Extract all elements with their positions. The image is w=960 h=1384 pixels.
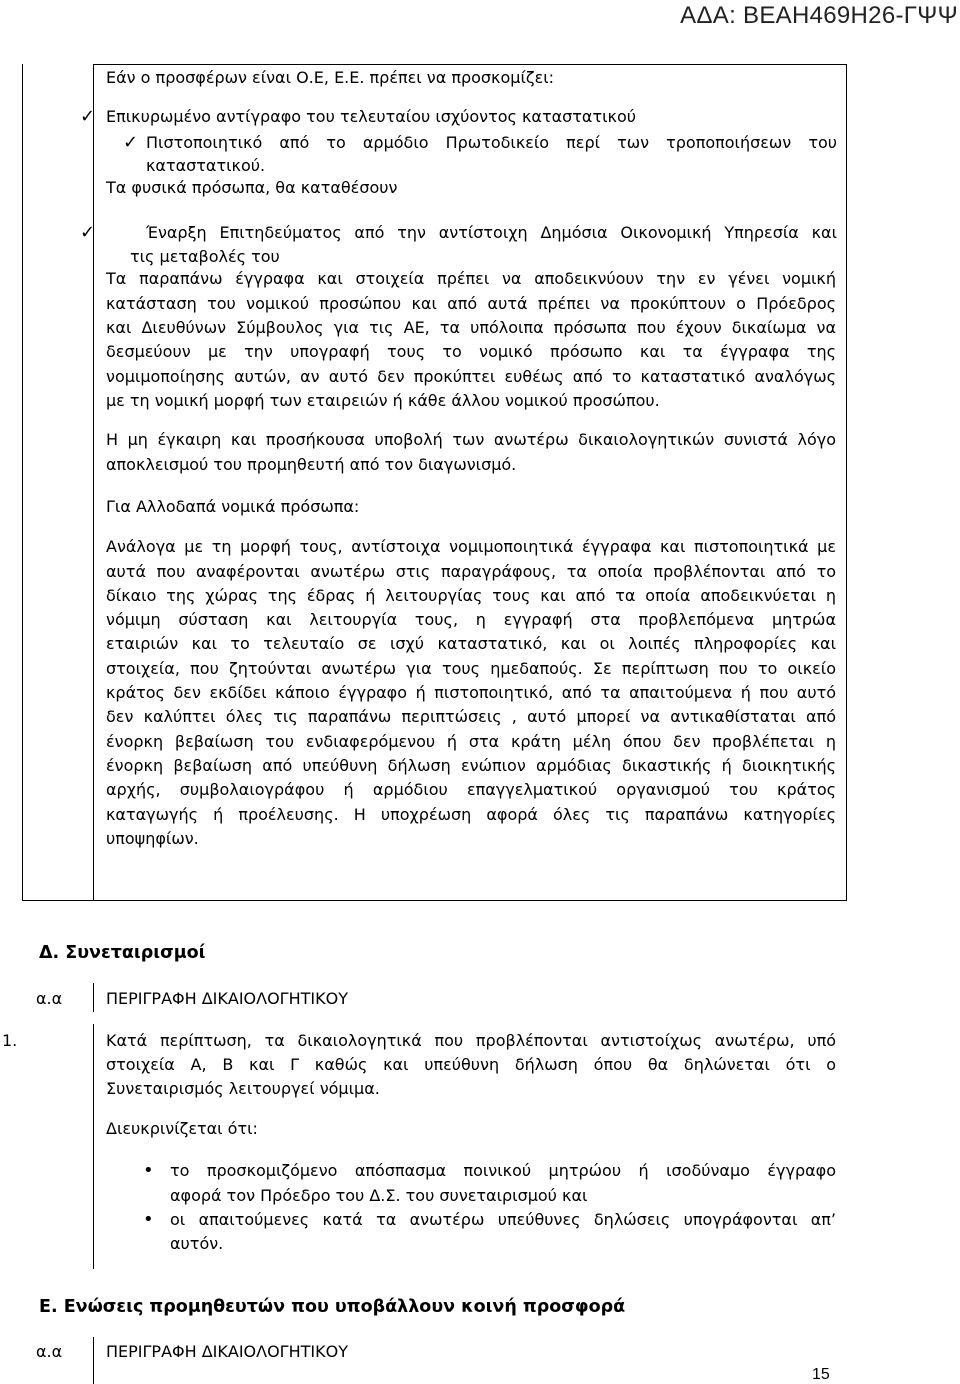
para1-line: δεσμεύουν με την υπογραφή τους το νομικό πρόσωπο και τα έγγραφα της [106,342,836,361]
box-bottom-border [22,900,847,901]
item-business-start-l1: Έναρξη Επιτηδεύματος από την αντίστοιχη Δημόσια Οικονομική Υπηρεσία και [146,223,837,242]
item-court-certificate-l2: καταστατικού. [146,156,266,175]
table-d-row-number: 1. [2,1031,18,1050]
table-e-col-desc: ΠΕΡΙΓΡΑΦΗ ΔΙΚΑΙΟΛΟΓΗΤΙΚΟΥ [106,1342,348,1361]
item-business-start-l2: τις μεταβολές του [130,247,280,266]
para3-line: ένορκη βεβαίωση από υπεύθυνη δήλωση ενώπιον αρμόδιας δικαστικής ή διοικητικής [106,756,836,775]
box-top-border [93,64,847,65]
section-d-title: Δ. Συνεταιρισμοί [39,943,206,963]
para3-line: κράτος δεν εκδίδει κάποιο έγγραφο ή πιστοποιητικό, από τα απαιτούμενα ή που αυτό [106,683,836,702]
para1-line: νομιμοποίησης αυτών, αν αυτό δεν προκύπτει ευθέως από το καταστατικό αναλόγως [106,367,836,386]
para3-line: δίκαιο της χώρας της έδρας ή λειτουργίας τους και από τα οποία αποδεικνύεται η [106,586,836,605]
check-icon: ✓ [80,106,96,127]
table-d-para-line: Συνεταιρισμός λειτουργεί νόμιμα. [106,1079,380,1098]
check-icon: ✓ [123,132,139,153]
bullet-icon: • [143,1160,154,1181]
bullet1-line: αφορά τον Πρόεδρο του Δ.Σ. του συνεταιρισμού και [170,1186,588,1205]
check-icon: ✓ [80,222,96,243]
table-d-para-line: Κατά περίπτωση, τα δικαιολογητικά που προβλέπονται αντιστοίχως ανωτέρω, υπό [106,1031,836,1050]
table-d-para-line: στοιχεία Α, Β και Γ καθώς και υπεύθυνη δήλωση όπου θα δηλώνεται ότι ο [106,1055,836,1074]
clarify-heading: Διευκρινίζεται ότι: [106,1119,258,1138]
bullet2-line: αυτόν. [170,1234,224,1253]
para3-line: αυτά που αναφέρονται ανωτέρω στις παραγράφους, τα οποία προβλέπονται από το [106,562,836,581]
box-divider [93,64,94,901]
para3-line: Ανάλογα με τη μορφή τους, αντίστοιχα νομιμοποιητικά έγγραφα και πιστοποιητικά με [106,537,836,556]
bullet2-line: οι απαιτούμενες κατά τα ανωτέρω υπεύθυνες δηλώσεις υπογράφονται απ’ [170,1210,836,1229]
table-e-col-aa: α.α [36,1342,63,1361]
para1-line: και Διευθύνων Σύμβουλος για τις ΑΕ, τα υπόλοιπα πρόσωπα που έχουν δικαίωμα να [106,318,836,337]
para3-line: καταγωγής ή προέλευσης. Η υποχρέωση αφορά όλες τις παραπάνω κατηγορίες [106,805,836,824]
bullet1-line: το προσκομιζόμενο απόσπασμα ποινικού μητρώου ή ισοδύναμο έγγραφο [170,1161,836,1180]
foreign-heading: Για Αλλοδαπά νομικά πρόσωπα: [106,497,360,516]
para1-line: Τα παραπάνω έγγραφα και στοιχεία πρέπει να αποδεικνύουν την εν γένει νομική [106,269,836,288]
bullet-icon: • [143,1209,154,1230]
natural-persons-heading: Τα φυσικά πρόσωπα, θα καταθέσουν [106,178,398,197]
para3-line: ένορκη βεβαίωση του ενδιαφερόμενου ή στα κράτη μέλη όπου δεν προβλέπεται η [106,732,836,751]
para3-line: δεν καλύπτει όλες τις παραπάνω περιπτώσεις , αυτό μπορεί να αντικαθίσταται από [106,707,836,726]
section-e-title: Ε. Ενώσεις προμηθευτών που υποβάλλουν κοινή προσφορά [39,1297,626,1317]
item-articles-copy: Επικυρωμένο αντίγραφο του τελευταίου ισχύοντος καταστατικού [106,107,636,126]
page-number: 15 [812,1366,830,1383]
table-d-col-aa: α.α [36,989,63,1008]
table-d-col-desc: ΠΕΡΙΓΡΑΦΗ ΔΙΚΑΙΟΛΟΓΗΤΙΚΟΥ [106,989,348,1008]
para3-line: αρχής, συμβολαιογράφου ή αρμόδιου επαγγελματικού οργανισμού του κράτος [106,780,836,799]
para1-line: με τη νομική μορφή των εταιρειών ή κάθε άλλου νομικού προσώπου. [106,391,660,410]
table-d-divider-body [93,1024,94,1269]
ada-header: ΑΔΑ: ΒΕΑΗ469Η26-ΓΨΨ [680,2,958,29]
box-right-border [846,64,847,901]
para2-line: αποκλεισμού του προμηθευτή από τον διαγωνισμό. [106,455,517,474]
intro-text: Εάν ο προσφέρων είναι Ο.Ε, Ε.Ε. πρέπει να προσκομίζει: [106,68,555,87]
para2-line: Η μη έγκαιρη και προσήκουσα υποβολή των ανωτέρω δικαιολογητικών συνιστά λόγο [106,430,836,449]
para3-line: νόμιμη σύσταση και λειτουργία τους, η εγγραφή στα προβλεπόμενα μητρώα [106,610,836,629]
table-d-divider-top [93,983,94,1012]
para3-line: εταιριών και το τελευταίο σε ισχύ καταστατικό, και οι λοιπές πληροφορίες και [106,634,836,653]
para1-line: κατάσταση του νομικού προσώπου και από αυτά πρέπει να προκύπτουν ο Πρόεδρος [106,294,836,313]
box-left-border [22,64,23,901]
para3-line: στοιχεία, που ζητούνται ανωτέρω για τους ημεδαπούς. Σε περίπτωση που το οικείο [106,659,836,678]
para3-line: υποψηφίων. [106,829,199,848]
table-e-divider [93,1337,94,1384]
item-court-certificate-l1: Πιστοποιητικό από το αρμόδιο Πρωτοδικείο περί των τροποποιήσεων του [146,133,837,152]
